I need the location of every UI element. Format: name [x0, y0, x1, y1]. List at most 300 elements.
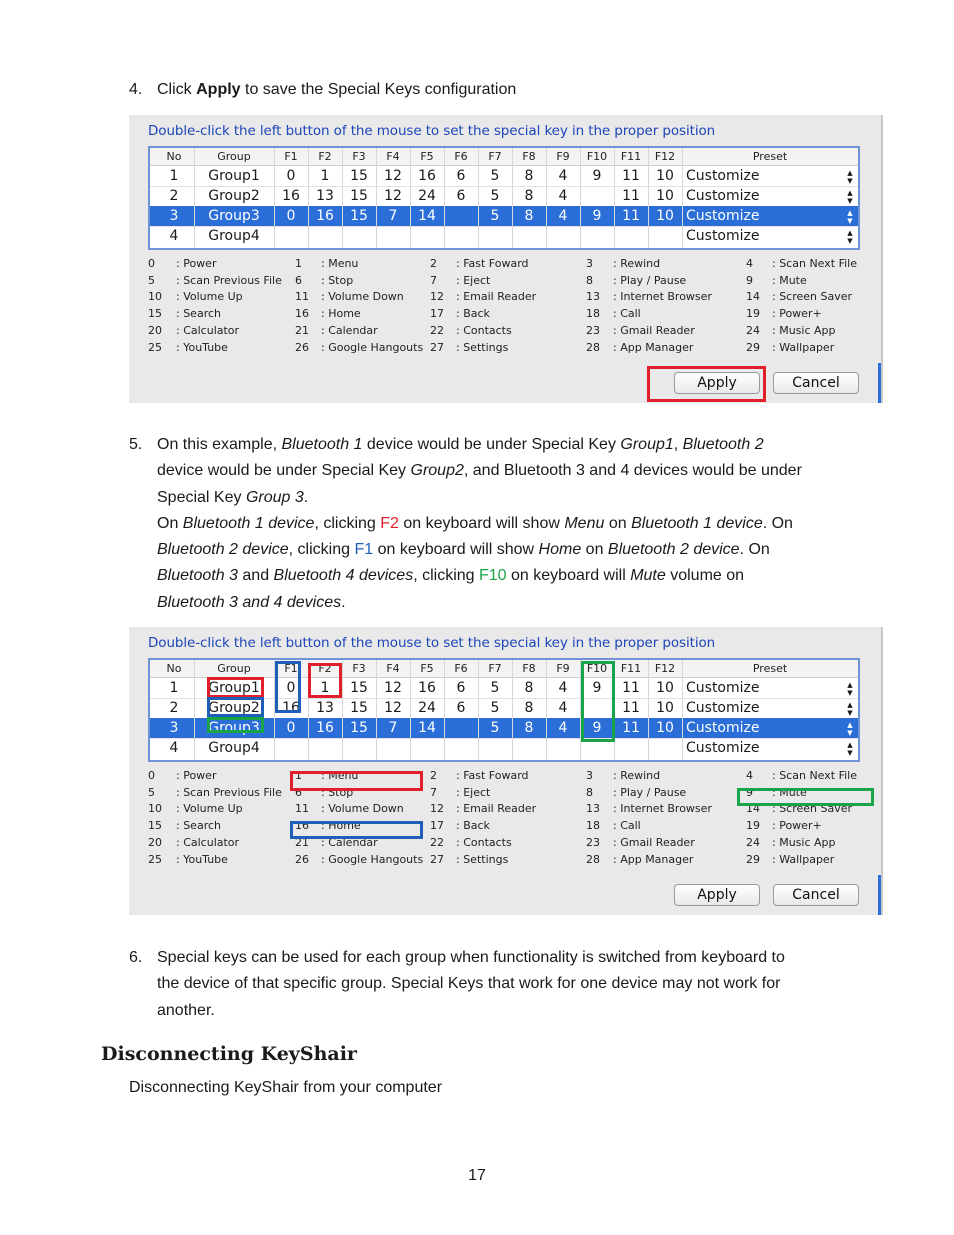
key-function: : Stop: [321, 785, 354, 799]
fkey-cell[interactable]: 16: [282, 188, 300, 204]
column-header: F11: [620, 662, 642, 675]
column-header: F5: [420, 662, 434, 675]
fkey-cell[interactable]: [342, 738, 376, 758]
key-f1: F1: [354, 541, 374, 558]
t: Bluetooth 4 devices: [273, 567, 414, 584]
t: ,: [673, 436, 683, 453]
key-function: : Scan Previous File: [176, 273, 282, 287]
fkey-cell[interactable]: [546, 738, 580, 758]
step5-line-1: [157, 432, 764, 458]
key-code: 29: [746, 852, 760, 866]
mute-key-highlight: [737, 785, 874, 806]
key-function: : Back: [456, 307, 490, 321]
stepper-icon[interactable]: ▲▼: [846, 701, 854, 717]
key-function: : Calendar: [321, 835, 378, 849]
fkey-cell[interactable]: 10: [656, 700, 674, 716]
fkey-cell[interactable]: 10: [656, 720, 674, 736]
fkey-cell[interactable]: 8: [524, 720, 534, 736]
fkey-cell[interactable]: 9: [592, 720, 602, 736]
t: Special Key: [157, 489, 246, 506]
fkey-cell[interactable]: 10: [656, 208, 674, 224]
preset-select[interactable]: [682, 738, 862, 758]
fkey-cell[interactable]: 0: [286, 168, 296, 184]
key-code: 8: [586, 273, 593, 287]
f10-column-highlight: [581, 661, 615, 742]
fkey-cell[interactable]: 10: [656, 168, 674, 184]
column-divider: [682, 660, 683, 760]
step4-post: to save the Special Keys configuration: [240, 81, 517, 98]
fkey-cell[interactable]: 16: [418, 680, 436, 696]
key-function: : Scan Next File: [772, 769, 857, 782]
t: , clicking: [314, 515, 381, 532]
apply-button[interactable]: Apply: [674, 372, 760, 394]
column-header: F7: [488, 150, 502, 163]
step-number: 5.: [129, 436, 143, 453]
special-keys-table: [148, 146, 860, 250]
fkey-cell[interactable]: [614, 226, 648, 246]
fkey-cell[interactable]: 8: [524, 208, 534, 224]
fkey-cell[interactable]: [444, 226, 478, 246]
key-code: 11: [295, 290, 309, 304]
fkey-cell[interactable]: 11: [622, 168, 640, 184]
column-header: F2: [318, 150, 332, 163]
fkey-cell[interactable]: [648, 226, 682, 246]
step4-pre: Click: [157, 81, 197, 98]
column-divider: [376, 660, 377, 760]
column-header: F7: [488, 662, 502, 675]
table-row[interactable]: [150, 166, 858, 186]
key-code: 23: [586, 323, 600, 337]
key-function: : Screen Saver: [772, 802, 853, 816]
key-function: : Rewind: [613, 769, 661, 782]
column-header: F2: [318, 662, 332, 675]
t: device would be under Special Key: [362, 436, 621, 453]
column-divider: [194, 660, 195, 760]
step4-text: [157, 77, 516, 103]
fkey-cell[interactable]: [410, 738, 444, 758]
key-code: 3: [586, 769, 593, 782]
group3-highlight: [207, 717, 264, 733]
key-code: 24: [746, 835, 760, 849]
fkey-cell[interactable]: 4: [558, 720, 568, 736]
key-code: 19: [746, 819, 760, 833]
fkey-cell[interactable]: [444, 206, 478, 226]
scroll-indicator: [878, 875, 881, 915]
fkey-cell[interactable]: 11: [622, 208, 640, 224]
stepper-icon[interactable]: ▲▼: [846, 209, 854, 225]
fkey-cell[interactable]: [648, 738, 682, 758]
section-heading: Disconnecting KeyShair: [101, 1043, 357, 1065]
key-code: 17: [430, 307, 444, 321]
fkey-cell[interactable]: 12: [384, 680, 402, 696]
fkey-cell[interactable]: 24: [418, 700, 436, 716]
step5-line-2: [157, 458, 802, 484]
fkey-cell[interactable]: [580, 186, 614, 206]
key-function: : Eject: [456, 273, 491, 287]
fkey-cell[interactable]: 8: [524, 680, 534, 696]
fkey-cell[interactable]: [546, 226, 580, 246]
t: Group2: [410, 462, 464, 479]
fkey-cell[interactable]: 15: [350, 188, 368, 204]
key-function: : Play / Pause: [613, 273, 687, 287]
t: device would be under Special Key: [157, 462, 411, 479]
key-function: : Fast Foward: [456, 257, 529, 270]
fkey-cell[interactable]: 8: [524, 168, 534, 184]
column-divider: [308, 148, 309, 248]
key-code: 24: [746, 323, 760, 337]
column-header: F1: [284, 662, 298, 675]
column-header: No: [166, 150, 182, 163]
fkey-cell[interactable]: [478, 226, 512, 246]
fkey-cell[interactable]: 14: [418, 208, 436, 224]
fkey-cell[interactable]: 4: [558, 700, 568, 716]
fkey-cell[interactable]: 1: [320, 168, 330, 184]
stepper-icon[interactable]: ▲▼: [846, 229, 854, 245]
special-keys-dialog-1: [129, 115, 883, 403]
key-code: 13: [586, 802, 600, 816]
fkey-cell[interactable]: 15: [350, 700, 368, 716]
step-number: 6.: [129, 949, 143, 966]
fkey-cell[interactable]: [410, 226, 444, 246]
cancel-button[interactable]: Cancel: [773, 884, 859, 906]
key-code: 29: [746, 340, 760, 354]
fkey-cell[interactable]: 8: [524, 700, 534, 716]
key-code: 22: [430, 323, 444, 337]
preset-select[interactable]: [682, 226, 862, 246]
t: . On: [762, 515, 793, 532]
fkey-cell[interactable]: 13: [316, 700, 334, 716]
column-header: F10: [586, 150, 608, 163]
fkey-cell[interactable]: [342, 226, 376, 246]
fkey-cell[interactable]: 15: [350, 168, 368, 184]
column-divider: [274, 148, 275, 248]
t: Bluetooth 2 device: [157, 541, 289, 558]
fkey-cell[interactable]: [444, 718, 478, 738]
menu-key-highlight: [290, 771, 423, 791]
key-function: : Search: [176, 819, 221, 833]
key-function: : Power: [176, 769, 217, 782]
column-divider: [478, 148, 479, 248]
row-number: 3: [169, 208, 179, 224]
fkey-cell[interactable]: [614, 738, 648, 758]
fkey-cell[interactable]: [376, 226, 410, 246]
fkey-cell[interactable]: 11: [622, 680, 640, 696]
column-header: Preset: [752, 662, 788, 675]
preset-select[interactable]: [682, 186, 862, 206]
key-function: : Home: [321, 819, 361, 833]
cancel-button[interactable]: Cancel: [773, 372, 859, 394]
fkey-cell[interactable]: [580, 226, 614, 246]
key-code: 0: [148, 769, 155, 782]
key-function: : Volume Up: [176, 290, 243, 304]
key-code: 9: [746, 273, 753, 287]
fkey-cell[interactable]: [308, 738, 342, 758]
key-function: : Search: [176, 307, 221, 321]
f1-column-highlight: [275, 661, 301, 713]
key-code: 13: [586, 290, 600, 304]
key-code: 26: [295, 852, 309, 866]
group-name: Group1: [208, 168, 260, 184]
fkey-cell[interactable]: 9: [592, 168, 602, 184]
t: On this example,: [157, 436, 282, 453]
key-code: 2: [430, 769, 437, 782]
fkey-cell[interactable]: 16: [282, 700, 300, 716]
preset-value: Customize: [686, 188, 760, 204]
fkey-cell[interactable]: 12: [384, 168, 402, 184]
row-number: 1: [169, 168, 179, 184]
key-function: : Wallpaper: [772, 852, 835, 866]
step5-line-7: [157, 590, 346, 616]
column-header: F8: [522, 662, 536, 675]
key-code: 11: [295, 802, 309, 816]
page-number: 17: [468, 1167, 486, 1184]
fkey-cell[interactable]: 11: [622, 700, 640, 716]
t: Group 3: [245, 489, 304, 506]
fkey-cell[interactable]: 12: [384, 700, 402, 716]
fkey-cell[interactable]: 6: [456, 680, 466, 696]
key-code: 14: [746, 802, 760, 816]
key-code: 0: [148, 257, 155, 270]
fkey-cell[interactable]: [274, 738, 308, 758]
key-code: 4: [746, 769, 753, 782]
t: Group1: [620, 436, 674, 453]
fkey-cell[interactable]: 15: [350, 720, 368, 736]
row-number: 2: [169, 188, 179, 204]
table-row[interactable]: [150, 226, 858, 246]
fkey-cell[interactable]: 12: [384, 188, 402, 204]
key-function: : Wallpaper: [772, 340, 835, 354]
key-function: : Stop: [321, 273, 354, 287]
fkey-cell[interactable]: 8: [524, 188, 534, 204]
group-name: Group4: [208, 228, 260, 244]
fkey-cell[interactable]: 16: [316, 720, 334, 736]
fkey-cell[interactable]: 7: [388, 208, 398, 224]
t: volume on: [665, 567, 745, 584]
t: Bluetooth 2 device: [607, 541, 740, 558]
stepper-icon[interactable]: ▲▼: [846, 741, 854, 757]
key-function: : Gmail Reader: [613, 835, 695, 849]
key-function: : YouTube: [176, 852, 228, 866]
preset-value: Customize: [686, 228, 760, 244]
key-code: 7: [430, 785, 437, 799]
fkey-cell[interactable]: 7: [388, 720, 398, 736]
key-function: : Google Hangouts: [321, 852, 424, 866]
fkey-cell[interactable]: 11: [622, 720, 640, 736]
t: on keyboard will show: [398, 515, 565, 532]
section-subtext: Disconnecting KeyShair from your computer: [129, 1079, 443, 1096]
row-number: 3: [169, 720, 179, 736]
step6-line-3: another.: [157, 1002, 215, 1019]
fkey-cell[interactable]: [274, 226, 308, 246]
key-code: 28: [586, 852, 600, 866]
fkey-cell[interactable]: 0: [286, 208, 296, 224]
preset-value: Customize: [686, 168, 760, 184]
table-header-row: [150, 148, 858, 166]
column-divider: [444, 148, 445, 248]
stepper-icon[interactable]: ▲▼: [846, 721, 854, 737]
preset-value: Customize: [686, 700, 760, 716]
key-function: : Call: [613, 307, 641, 321]
column-divider: [512, 148, 513, 248]
key-function: : Home: [321, 307, 361, 321]
t: Menu: [564, 515, 605, 532]
t: . On: [739, 541, 770, 558]
group-name: Group2: [208, 188, 260, 204]
key-code: 12: [430, 290, 444, 304]
column-header: F10: [586, 662, 608, 675]
fkey-cell[interactable]: 5: [490, 168, 500, 184]
key-function: : Volume Down: [321, 802, 404, 816]
fkey-cell[interactable]: 13: [316, 188, 334, 204]
preset-value: Customize: [686, 208, 760, 224]
fkey-cell[interactable]: 4: [558, 188, 568, 204]
t: .: [303, 489, 309, 506]
fkey-cell[interactable]: 5: [490, 700, 500, 716]
key-code: 17: [430, 819, 444, 833]
fkey-cell[interactable]: 5: [490, 720, 500, 736]
key-code: 22: [430, 835, 444, 849]
fkey-cell[interactable]: 4: [558, 680, 568, 696]
key-code: 9: [746, 785, 753, 799]
preset-value: Customize: [686, 680, 760, 696]
column-header: F12: [654, 662, 676, 675]
key-function: : App Manager: [613, 340, 694, 354]
key-function: : Music App: [772, 323, 836, 337]
key-code: 27: [430, 852, 444, 866]
fkey-cell[interactable]: 5: [490, 208, 500, 224]
key-function: : Volume Up: [176, 802, 243, 816]
fkey-cell[interactable]: 5: [490, 188, 500, 204]
table-header-row: [150, 660, 858, 678]
fkey-cell[interactable]: 9: [592, 208, 602, 224]
t: On: [157, 515, 183, 532]
t: Bluetooth 1: [281, 436, 363, 453]
column-header: F12: [654, 150, 676, 163]
special-keys-dialog-2: [129, 627, 883, 915]
key-code: 1: [295, 769, 302, 782]
column-divider: [546, 148, 547, 248]
preset-value: Customize: [686, 720, 760, 736]
column-header: F9: [556, 662, 570, 675]
fkey-cell[interactable]: 14: [418, 720, 436, 736]
apply-button[interactable]: Apply: [674, 884, 760, 906]
t: Bluetooth 3 and 4 devices: [157, 594, 342, 611]
fkey-cell[interactable]: [512, 738, 546, 758]
fkey-cell[interactable]: 16: [418, 168, 436, 184]
table-row[interactable]: [150, 186, 858, 206]
column-divider: [478, 660, 479, 760]
fkey-cell[interactable]: [376, 738, 410, 758]
dialog-hint: Double-click the left button of the mouse to set the special key in the proper position: [148, 123, 716, 139]
column-divider: [682, 148, 683, 248]
column-divider: [342, 660, 343, 760]
t: , and Bluetooth 3 and 4 devices would be under: [463, 462, 802, 479]
apply-highlight: [647, 366, 766, 402]
key-function: : Menu: [321, 769, 359, 782]
key-code: 25: [148, 340, 162, 354]
step6-line-2: the device of that specific group. Special Keys that work for one device may not work for: [157, 975, 781, 992]
fkey-cell[interactable]: 4: [558, 168, 568, 184]
fkey-cell[interactable]: [308, 226, 342, 246]
table-row[interactable]: [150, 206, 858, 226]
preset-select[interactable]: [682, 166, 862, 186]
fkey-cell[interactable]: 4: [558, 208, 568, 224]
key-function: : Scan Next File: [772, 257, 857, 270]
fkey-cell[interactable]: 10: [656, 188, 674, 204]
fkey-cell[interactable]: 10: [656, 680, 674, 696]
t: on: [581, 541, 608, 558]
key-function: : Mute: [772, 785, 807, 799]
key-function: : Play / Pause: [613, 785, 687, 799]
key-function: : Music App: [772, 835, 836, 849]
column-header: F1: [284, 150, 298, 163]
column-header: Group: [217, 150, 251, 163]
stepper-icon[interactable]: ▲▼: [846, 681, 854, 697]
fkey-cell[interactable]: 9: [592, 680, 602, 696]
fkey-cell[interactable]: 16: [316, 208, 334, 224]
fkey-cell[interactable]: 24: [418, 188, 436, 204]
key-code: 18: [586, 819, 600, 833]
fkey-cell[interactable]: 0: [286, 720, 296, 736]
step5-line-4: [157, 511, 793, 537]
key-code: 28: [586, 340, 600, 354]
key-function: : Fast Foward: [456, 769, 529, 782]
stepper-icon[interactable]: ▲▼: [846, 189, 854, 205]
column-header: F3: [352, 150, 366, 163]
fkey-cell[interactable]: 15: [350, 208, 368, 224]
preset-select[interactable]: [682, 698, 862, 718]
stepper-icon[interactable]: ▲▼: [846, 169, 854, 185]
column-header: F4: [386, 662, 400, 675]
preset-value: Customize: [686, 740, 760, 756]
table-row[interactable]: [150, 738, 858, 758]
preset-select[interactable]: [682, 718, 862, 738]
row-number: 4: [169, 740, 179, 756]
fkey-cell[interactable]: 6: [456, 188, 466, 204]
fkey-cell[interactable]: [444, 738, 478, 758]
group1-highlight: [207, 677, 264, 698]
t: Bluetooth 1 device: [182, 515, 315, 532]
fkey-cell[interactable]: 5: [490, 680, 500, 696]
group-name: Group2: [208, 700, 260, 716]
fkey-cell[interactable]: 6: [456, 700, 466, 716]
fkey-cell[interactable]: [512, 226, 546, 246]
fkey-cell[interactable]: 6: [456, 168, 466, 184]
key-code: 3: [586, 257, 593, 270]
key-code: 8: [586, 785, 593, 799]
group-name: Group1: [208, 680, 260, 696]
key-code: 14: [746, 290, 760, 304]
column-divider: [342, 148, 343, 248]
key-code: 1: [295, 257, 302, 270]
column-divider: [512, 660, 513, 760]
key-code: 2: [430, 257, 437, 270]
fkey-cell[interactable]: 15: [350, 680, 368, 696]
preset-select[interactable]: [682, 206, 862, 226]
preset-select[interactable]: [682, 678, 862, 698]
column-header: F9: [556, 150, 570, 163]
fkey-cell[interactable]: [478, 738, 512, 758]
step6-line-1: Special keys can be used for each group when functionality is switched from keyboard to: [157, 949, 785, 966]
column-header: F8: [522, 150, 536, 163]
fkey-cell[interactable]: 1: [320, 680, 330, 696]
fkey-cell[interactable]: 11: [622, 188, 640, 204]
step-number: 4.: [129, 81, 143, 98]
key-function: : Eject: [456, 785, 491, 799]
column-header: F11: [620, 150, 642, 163]
key-function: : Contacts: [456, 323, 512, 337]
fkey-cell[interactable]: 0: [286, 680, 296, 696]
